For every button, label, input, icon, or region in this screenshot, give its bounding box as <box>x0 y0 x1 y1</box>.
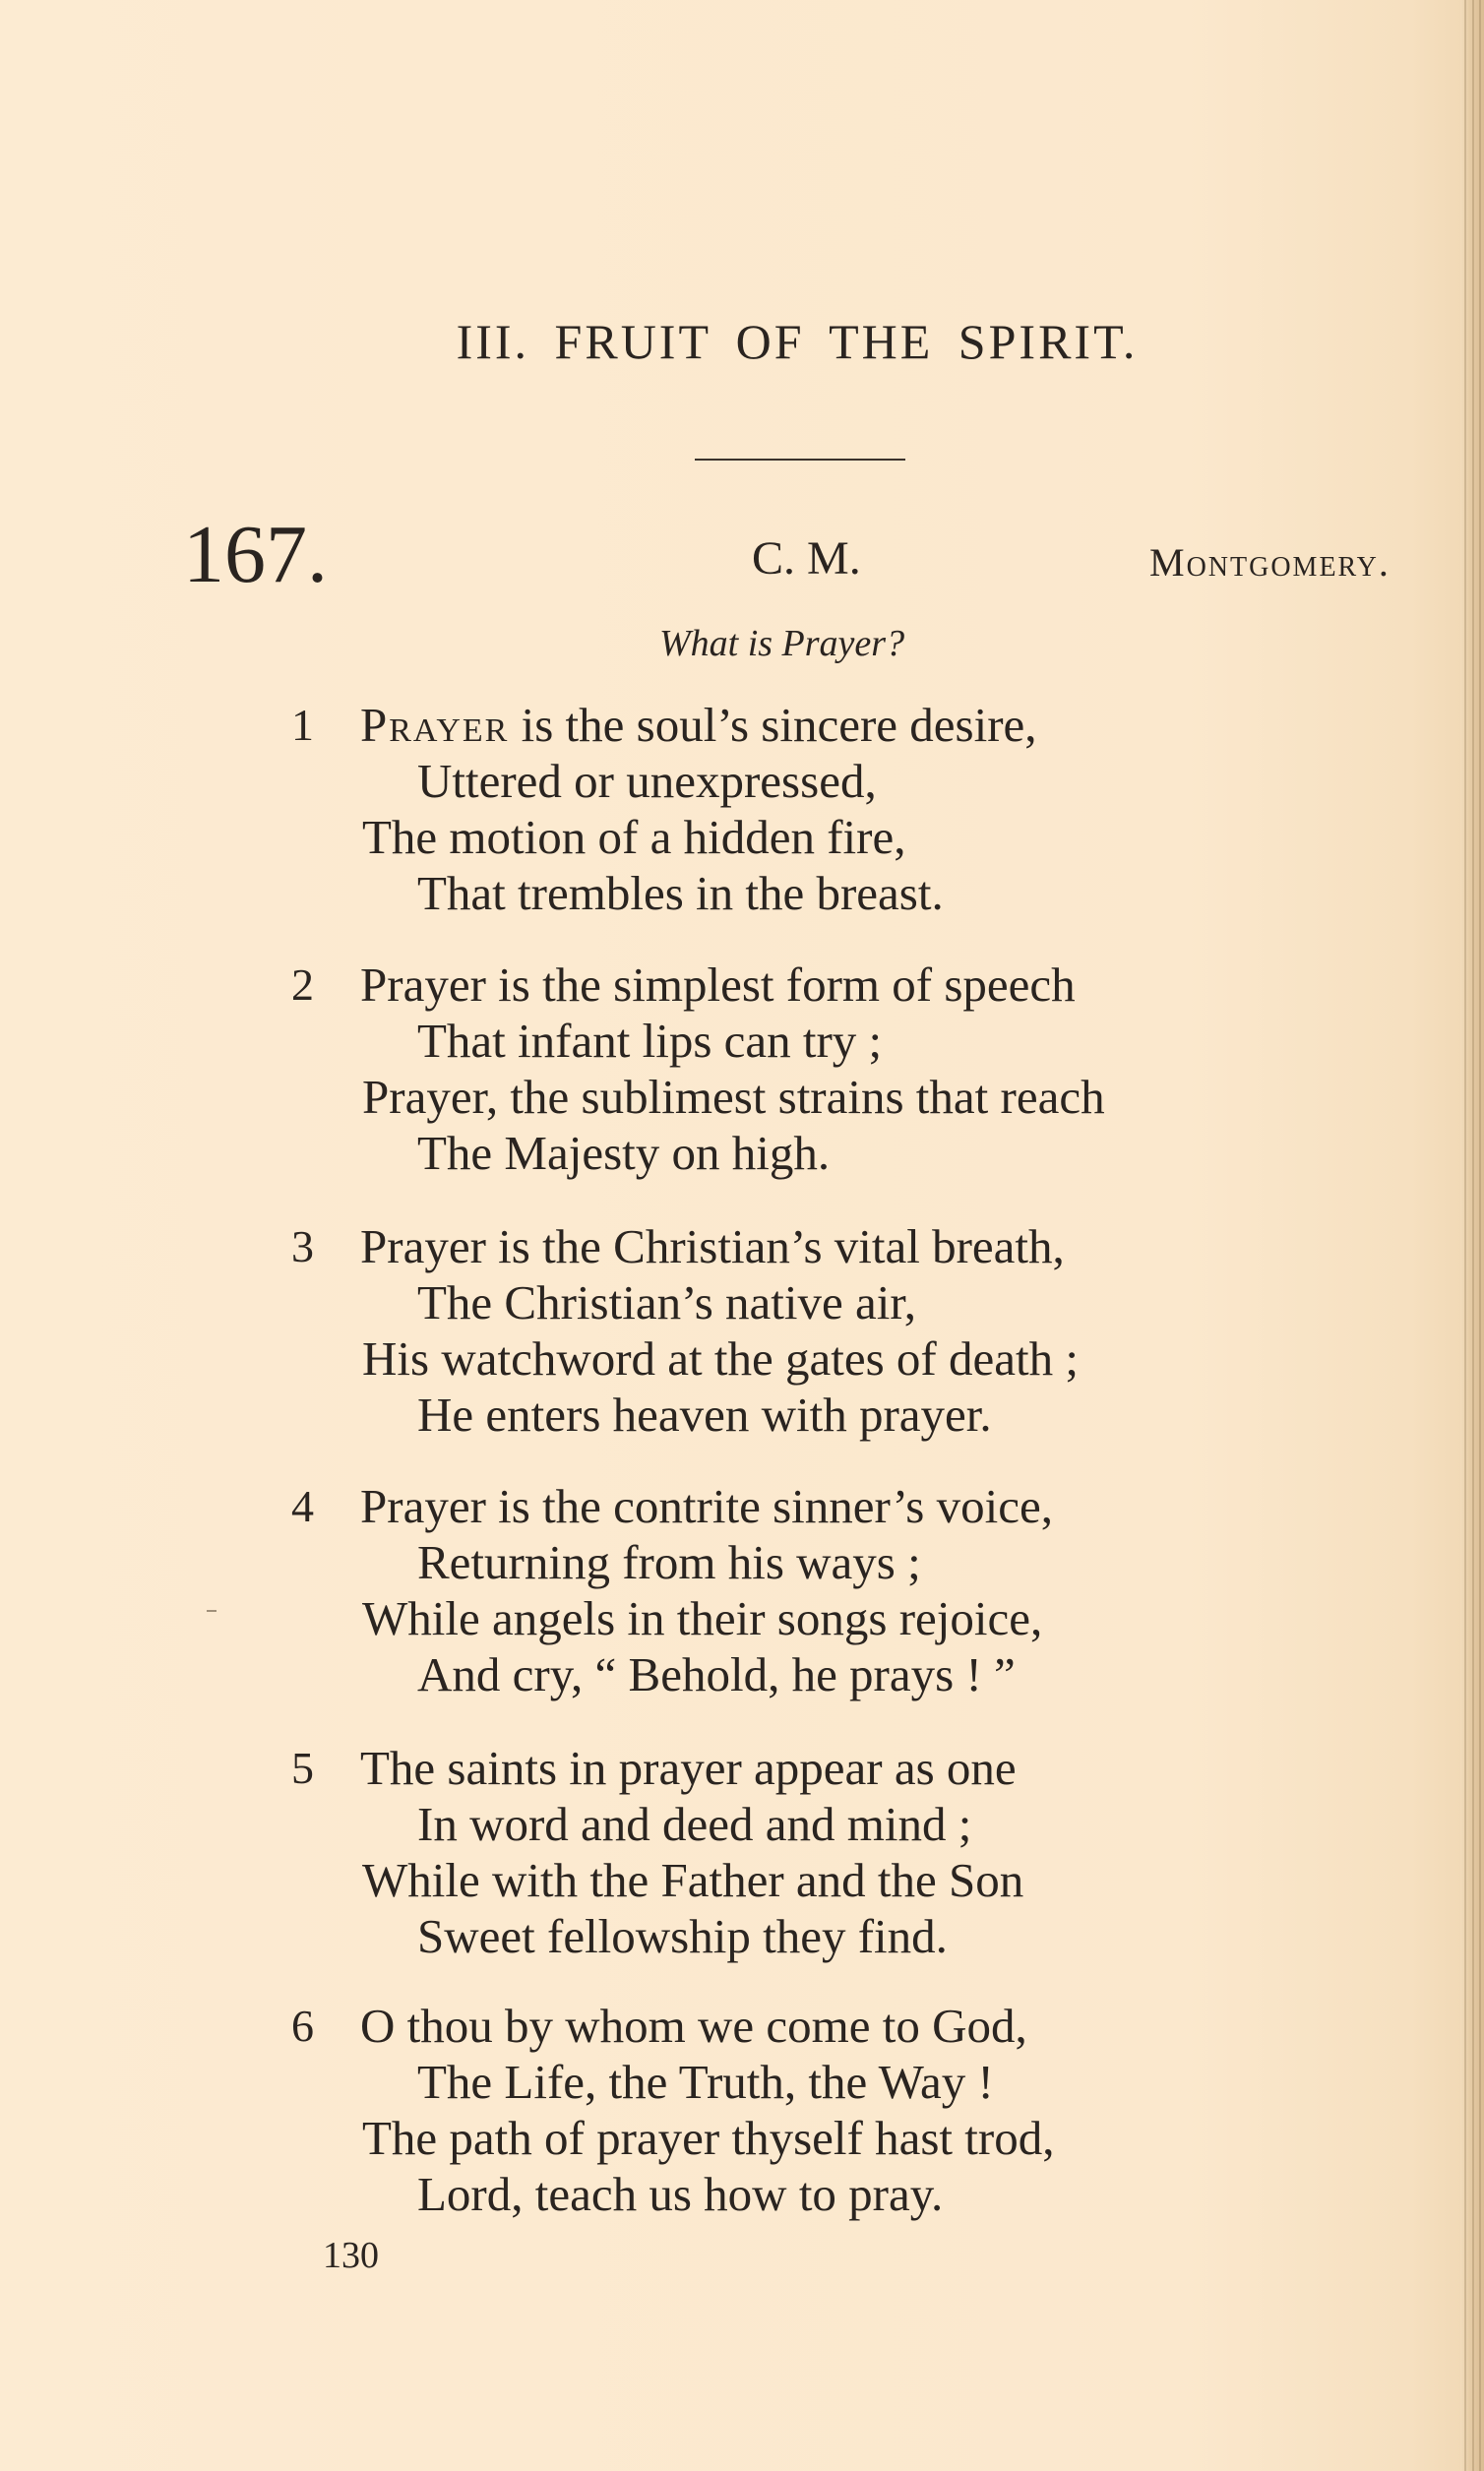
hymn-number: 167. <box>183 509 328 600</box>
stanza-number: 2 <box>291 959 314 1010</box>
stanza-line: And cry, “ Behold, he prays ! ” <box>417 1647 1016 1701</box>
stanza-line <box>291 697 1374 753</box>
section-heading: III. FRUIT OF THE SPIRIT. <box>456 314 1139 369</box>
hymn-subtitle: What is Prayer? <box>659 623 905 664</box>
stanza-number: 4 <box>291 1481 314 1531</box>
hymn-meter: C. M. <box>752 532 861 585</box>
stanza-line: The Christian’s native air, <box>417 1275 916 1329</box>
stanza-line: While with the Father and the Son <box>362 1853 1024 1907</box>
heading-rule <box>695 459 905 461</box>
stanza-5 <box>291 1740 1374 1964</box>
stanza-line: Prayer is the simplest form of speech <box>360 958 1076 1012</box>
stanza-line: Prayer, the sublimest strains that reach <box>362 1070 1105 1124</box>
page-edge-line <box>1464 0 1466 2471</box>
stanza-line: That trembles in the breast. <box>417 866 944 920</box>
stanza-line: That infant lips can try ; <box>417 1014 883 1068</box>
stanza-line: In word and deed and mind ; <box>417 1797 972 1851</box>
stanza-line: The saints in prayer appear as one <box>360 1741 1017 1795</box>
stanza-line: The Life, the Truth, the Way ! <box>417 2055 994 2109</box>
page-number: 130 <box>323 2235 379 2276</box>
stanza-number: 1 <box>291 700 314 750</box>
stanza-number: 5 <box>291 1743 314 1793</box>
stanza-first-line-rest: is the soul’s sincere desire, <box>509 698 1037 752</box>
page-edge <box>1460 0 1484 2471</box>
stanza-line: The Majesty on high. <box>417 1126 831 1180</box>
page-edge-line <box>1479 0 1481 2471</box>
stanza-6 <box>291 1998 1374 2222</box>
stanza-first-word: Prayer <box>360 698 510 752</box>
stanza-line: While angels in their songs rejoice, <box>362 1591 1043 1645</box>
stanza-line: Prayer is the Christian’s vital breath, <box>360 1219 1065 1273</box>
stanza-line: Prayer is the contrite sinner’s voice, <box>360 1479 1053 1533</box>
stanza-line: His watchword at the gates of death ; <box>362 1331 1079 1386</box>
page-edge-line <box>1472 0 1474 2471</box>
stanza-line: He enters heaven with prayer. <box>417 1388 992 1442</box>
stanza-1 <box>291 697 1374 921</box>
stanza-line: Lord, teach us how to pray. <box>417 2167 944 2221</box>
stanza-2 <box>291 957 1374 1181</box>
stanza-4 <box>291 1478 1374 1702</box>
hymn-author: Montgomery. <box>1149 540 1391 585</box>
ink-speck <box>207 1610 216 1612</box>
stanza-line: O thou by whom we come to God, <box>360 1999 1027 2053</box>
stanza-3 <box>291 1218 1374 1443</box>
stanza-line: The path of prayer thyself hast trod, <box>362 2111 1055 2165</box>
stanza-number: 6 <box>291 2001 314 2051</box>
stanza-number: 3 <box>291 1221 314 1271</box>
stanza-line: Sweet fellowship they find. <box>417 1909 948 1963</box>
stanza-line: The motion of a hidden fire, <box>362 810 906 864</box>
stanza-line: Returning from his ways ; <box>417 1535 921 1589</box>
stanza-line: Uttered or unexpressed, <box>417 754 877 808</box>
